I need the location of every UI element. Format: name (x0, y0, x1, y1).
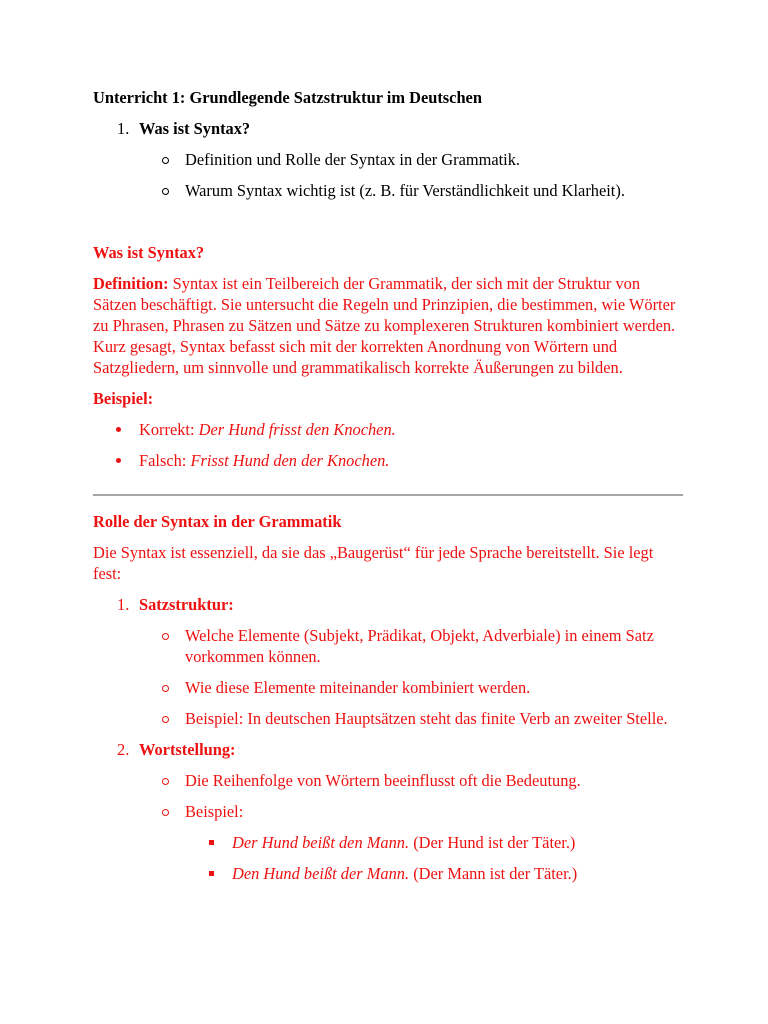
sub-example-item: Der Hund beißt den Mann. (Der Hund ist der Täter.) (93, 832, 683, 853)
circle-bullet-icon (162, 188, 169, 195)
lesson-title: Unterricht 1: Grundlegende Satzstruktur im Deutschen (93, 88, 482, 107)
outline-point: Warum Syntax wichtig ist (z. B. für Verständlichkeit und Klarheit). (93, 180, 683, 201)
outline-number: 1. (117, 119, 130, 138)
square-bullet-icon (209, 871, 214, 876)
horizontal-rule (93, 494, 683, 496)
circle-bullet-icon (162, 633, 169, 640)
outline-item (93, 118, 683, 139)
list-item: Welche Elemente (Subjekt, Prädikat, Objekt, Adverbiale) in einem Satz vorkommen können. (93, 625, 683, 667)
bullet-icon (116, 458, 121, 463)
list-item: Wie diese Elemente miteinander kombiniert werden. (93, 677, 683, 698)
bullet-icon (116, 427, 121, 432)
example-item: Falsch: Frisst Hund den der Knochen. (93, 450, 683, 471)
example-label: Beispiel: (93, 389, 154, 408)
numbered-item: 1. Satzstruktur: (117, 595, 234, 614)
example-item: Korrekt: Der Hund frisst den Knochen. (93, 419, 683, 440)
section-heading: Was ist Syntax? (93, 243, 205, 262)
list-item: Die Reihenfolge von Wörtern beeinflusst oft die Bedeutung. (93, 770, 683, 791)
section-heading: Rolle der Syntax in der Grammatik (93, 512, 342, 531)
numbered-item: 2. Wortstellung: (117, 740, 236, 759)
circle-bullet-icon (162, 685, 169, 692)
definition-paragraph: Definition: Syntax ist ein Teilbereich der Grammatik, der sich mit der Struktur von Sätzen beschäftigt. Sie untersucht die Regeln und Prinzipien, die bestimmen, wie Wörter zu Phrasen, Phrasen zu Sätzen und Sätze zu komplexeren Strukturen kombiniert werden. Kurz gesagt, Syntax befasst sich mit der korrekten Anordnung von Wörtern und Satzgliedern, um sinnvolle und grammatikalisch korrekte Äußerungen zu bilden. (93, 274, 676, 377)
list-item: Beispiel: In deutschen Hauptsätzen steht das finite Verb an zweiter Stelle. (93, 708, 683, 729)
document-page (93, 87, 683, 884)
intro-paragraph: Die Syntax ist essenziell, da sie das „Baugerüst“ für jede Sprache bereitstellt. Sie legt fest: (93, 543, 654, 583)
circle-bullet-icon (162, 809, 169, 816)
circle-bullet-icon (162, 157, 169, 164)
circle-bullet-icon (162, 778, 169, 785)
list-item: Beispiel: (93, 801, 683, 822)
outline-heading: Was ist Syntax? (139, 119, 251, 138)
circle-bullet-icon (162, 716, 169, 723)
square-bullet-icon (209, 840, 214, 845)
outline-point: Definition und Rolle der Syntax in der Grammatik. (93, 149, 683, 170)
sub-example-item: Den Hund beißt der Mann. (Der Mann ist der Täter.) (93, 863, 683, 884)
